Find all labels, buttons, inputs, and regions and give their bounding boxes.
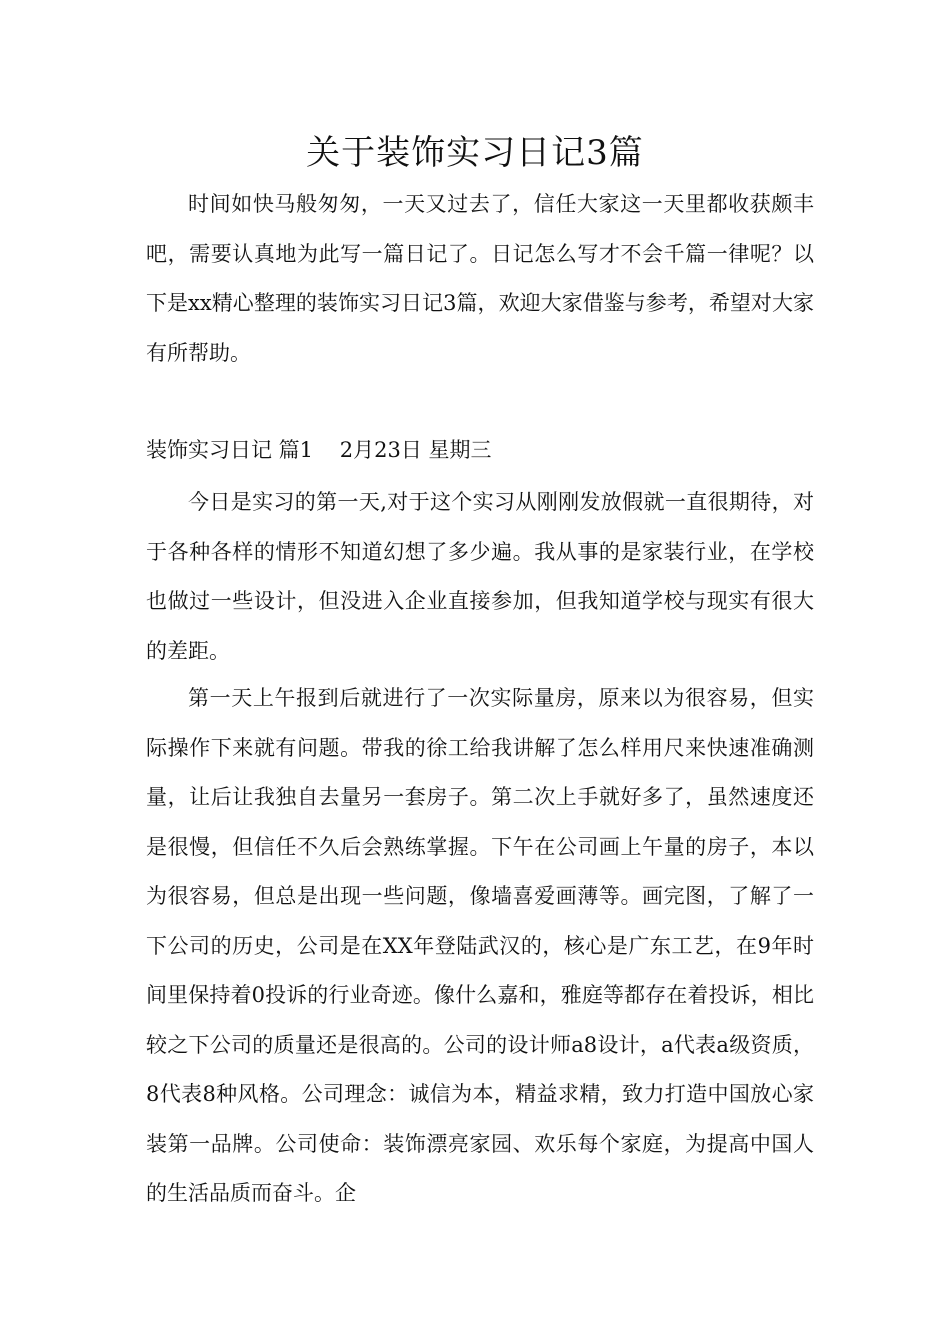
intro-paragraph: 时间如快马般匆匆，一天又过去了，信任大家这一天里都收获颇丰吧，需要认真地为此写一篇日记了。日记怎么写才不会千篇一律呢？以下是xx精心整理的装饰实习日记3篇，欢迎大家借鉴与参考，希望对大家有所帮助。 [146, 192, 814, 365]
entry-paragraph: 今日是实习的第一天,对于这个实习从刚刚发放假就一直很期待，对于各种各样的情形不知道幻想了多少遍。我从事的是家装行业，在学校也做过一些设计，但没进入企业直接参加，但我知道学校与现实有很大的差距。 [146, 490, 814, 663]
entry-heading: 装饰实习日记 篇1 2月23日 星期三 [146, 438, 492, 462]
document-title: 关于装饰实习日记3篇 [306, 133, 644, 173]
entry-paragraph: 第一天上午报到后就进行了一次实际量房，原来以为很容易，但实际操作下来就有问题。带我的徐工给我讲解了怎么样用尺来快速准确测量，让后让我独自去量另一套房子。第二次上手就好多了，虽然速度还是很慢，但信任不久后会熟练掌握。下午在公司画上午量的房子，本以为很容易，但总是出现一些问题，像墙喜爱画薄等。画完图，了解了一下公司的历史，公司是在XX年登陆武汉的，核心是广东工艺，在9年时间里保持着0投诉的行业奇迹。像什么嘉和，雅庭等都存在着投诉，相比较之下公司的质量还是很高的。公司的设计师a8设计，a代表a级资质，8代表8种风格。公司理念：诚信为本，精益求精，致力打造中国放心家装第一品牌。公司使命：装饰漂亮家园、欢乐每个家庭，为提高中国人的生活品质而奋斗。企 [146, 686, 814, 1205]
